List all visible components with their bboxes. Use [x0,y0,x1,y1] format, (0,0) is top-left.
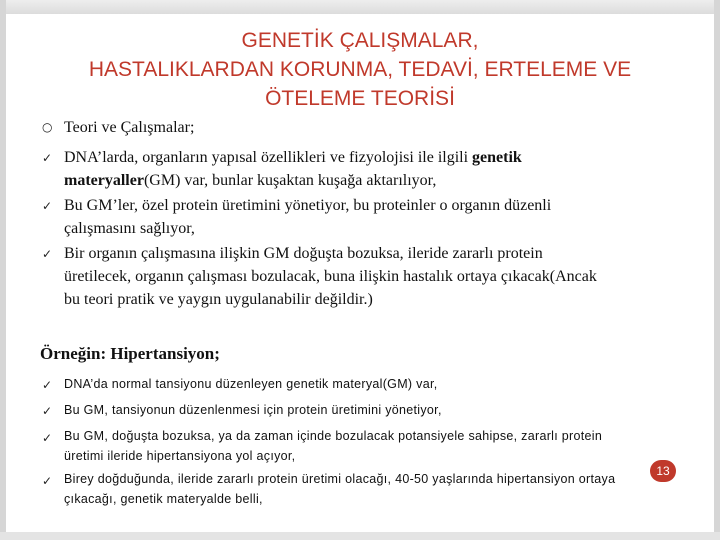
theory-item-2 [64,194,704,240]
theory-item-1-bold-2: materyaller [64,172,144,189]
checkmark-icon: ✓ [42,404,53,418]
example-item-3-line-2: üretimi ileride hipertansiyona yol açıyor, [64,449,296,463]
theory-item-3-line-2: üretilecek, organın çalışması bozulacak, buna ilişkin hastalık ortaya çıkacak(Ancak [64,268,597,285]
checkmark-icon: ✓ [42,431,53,445]
theory-item-3-line-3: bu teori pratik ve yaygın uygulanabilir değildir.) [64,291,373,308]
hollow-circle-icon: ○ [42,120,53,134]
title-line-3: ÖTELEME TEORİSİ [265,87,455,110]
theory-heading: Teori ve Çalışmalar; [64,119,195,136]
checkmark-icon: ✓ [42,247,53,261]
slide-title [20,26,700,113]
slide-frame-left [0,0,6,540]
checkmark-icon: ✓ [42,474,53,488]
example-item-4-line-1: Birey doğduğunda, ileride zararlı protein üretimi olacağı, 40-50 yaşlarında hipertansiyon ortaya [64,472,616,486]
example-heading: Örneğin: Hipertansiyon; [40,344,220,363]
slide-frame-bottom [0,532,720,540]
example-item-3-line-1: Bu GM, doğuşta bozuksa, ya da zaman içinde bozulacak potansiyele sahipse, zararlı protein [64,429,603,443]
theory-item-3 [64,242,709,311]
theory-item-1-text-2: (GM) var, bunlar kuşaktan kuşağa aktarılıyor, [143,172,437,189]
title-line-1: GENETİK ÇALIŞMALAR, [241,29,479,52]
checkmark-icon: ✓ [42,151,53,165]
theory-item-1-text: DNA’larda, organların yapısal özellikleri ve fizyolojisi ile ilgili [64,149,473,166]
slide-frame-top [0,0,720,14]
example-item-1: DNA’da normal tansiyonu düzenleyen genetik materyal(GM) var, [64,377,438,391]
example-item-4 [64,469,694,509]
checkmark-icon: ✓ [42,199,53,213]
theory-item-1 [64,146,704,192]
theory-item-2-line-1: Bu GM’ler, özel protein üretimini yönetiyor, bu proteinler o organın düzenli [64,197,552,214]
theory-item-2-line-2: çalışmasını sağlıyor, [64,220,195,237]
theory-item-1-bold: genetik [472,149,522,166]
title-line-2: HASTALIKLARDAN KORUNMA, TEDAVİ, ERTELEME VE [88,58,632,81]
checkmark-icon: ✓ [42,378,53,392]
example-item-4-line-2: çıkacağı, genetik materyalde belli, [64,492,263,506]
slide-frame-right [714,0,720,540]
page-number: 13 [656,464,670,478]
theory-item-3-line-1: Bir organın çalışmasına ilişkin GM doğuşta bozuksa, ileride zararlı protein [64,245,543,262]
example-item-3 [64,426,704,466]
example-item-2: Bu GM, tansiyonun düzenlenmesi için protein üretimini yönetiyor, [64,403,442,417]
